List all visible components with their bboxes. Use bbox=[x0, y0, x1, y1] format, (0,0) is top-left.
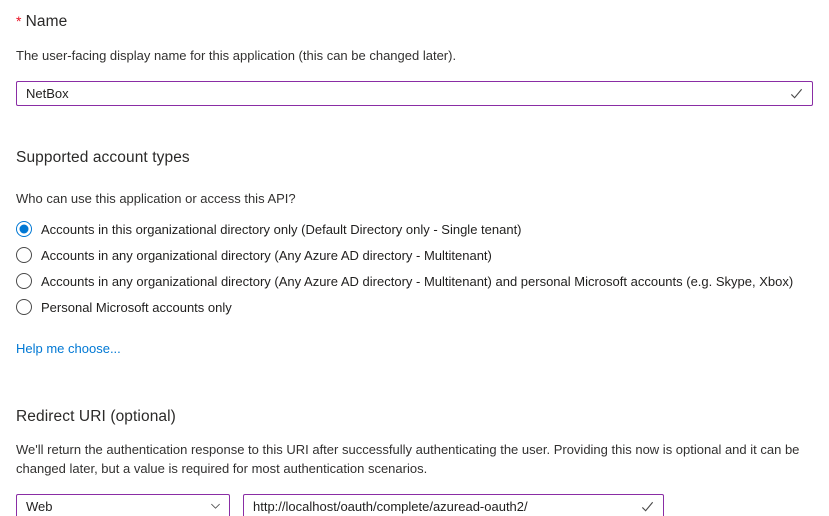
radio-label: Accounts in any organizational directory (Any Azure AD directory - Multitenant) and personal Microsoft accounts (e.g. Skype, Xbox) bbox=[41, 273, 794, 289]
name-description: The user-facing display name for this application (this can be changed later). bbox=[16, 48, 457, 63]
account-types-question: Who can use this application or access this API? bbox=[16, 191, 296, 206]
radio-button[interactable] bbox=[16, 221, 32, 237]
account-types-radio-group bbox=[16, 216, 813, 320]
name-input-wrap bbox=[16, 81, 813, 106]
radio-button[interactable] bbox=[16, 247, 32, 263]
redirect-uri-input[interactable] bbox=[243, 494, 664, 516]
platform-select[interactable]: Web bbox=[16, 494, 230, 516]
radio-label: Personal Microsoft accounts only bbox=[41, 299, 232, 315]
name-section-title-text: Name bbox=[25, 13, 68, 30]
radio-button[interactable] bbox=[16, 299, 32, 315]
account-types-section-title: Supported account types bbox=[16, 149, 190, 166]
redirect-uri-description: We'll return the authentication response to this URI after successfully authenticating the user. Providing this now is optional and it can be changed later, but a value is required for most authentication scenarios. bbox=[16, 442, 800, 476]
required-asterisk: * bbox=[16, 13, 22, 29]
account-type-option-personal-only[interactable] bbox=[16, 294, 813, 320]
radio-button[interactable] bbox=[16, 273, 32, 289]
name-input[interactable] bbox=[16, 81, 813, 106]
account-type-option-multitenant[interactable] bbox=[16, 242, 813, 268]
redirect-uri-section-title: Redirect URI (optional) bbox=[16, 408, 176, 425]
help-me-choose-link[interactable]: Help me choose... bbox=[16, 341, 121, 356]
account-type-option-multitenant-personal[interactable] bbox=[16, 268, 813, 294]
radio-label: Accounts in this organizational directory only (Default Directory only - Single tenant) bbox=[41, 221, 522, 237]
account-type-option-single-tenant[interactable] bbox=[16, 216, 813, 242]
redirect-uri-row bbox=[16, 494, 813, 516]
name-section-title bbox=[16, 13, 813, 31]
radio-label: Accounts in any organizational directory (Any Azure AD directory - Multitenant) bbox=[41, 247, 492, 263]
platform-select-wrap bbox=[16, 494, 230, 516]
redirect-uri-input-wrap bbox=[243, 494, 664, 516]
